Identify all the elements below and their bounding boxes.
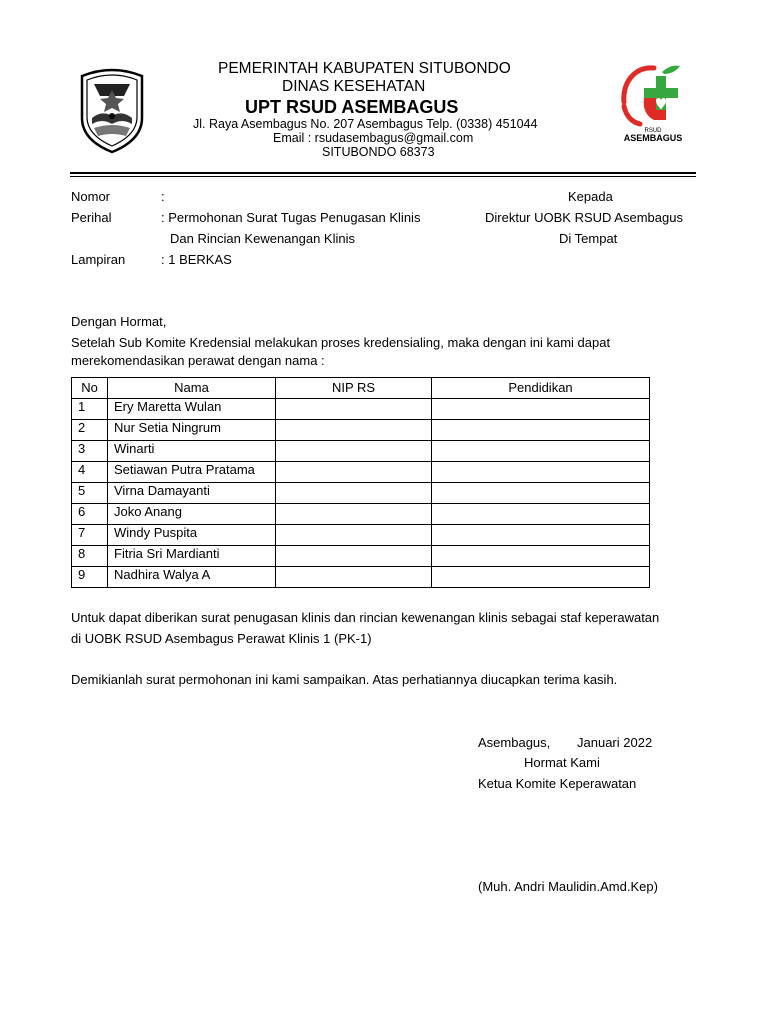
recipient-kepada: Kepada [568, 189, 613, 204]
cell-nama: Nadhira Walya A [108, 567, 276, 588]
cell-no: 1 [72, 399, 108, 420]
table-row [72, 483, 650, 504]
signature-date: Januari 2022 [577, 735, 653, 750]
cell-nip [276, 462, 432, 483]
lampiran-label: Lampiran [71, 252, 126, 267]
logo-rsud-text: RSUD [644, 128, 662, 134]
table-header-row [72, 378, 650, 399]
cell-pendidikan [432, 546, 650, 567]
hospital-logo-icon [614, 62, 692, 144]
cell-nama: Joko Anang [108, 504, 276, 525]
cell-nip [276, 546, 432, 567]
signature-place: Asembagus, [478, 735, 551, 750]
table-row [72, 525, 650, 546]
signature-name: (Muh. Andri Maulidin.Amd.Kep) [478, 879, 658, 894]
letterhead-email: Email : rsudasembagus@gmail.com [273, 131, 474, 145]
signature-title: Ketua Komite Keperawatan [478, 776, 637, 791]
letterhead-government: PEMERINTAH KABUPATEN SITUBONDO [218, 60, 511, 77]
col-header-no: No [72, 378, 108, 399]
cell-no: 7 [72, 525, 108, 546]
cell-pendidikan [432, 441, 650, 462]
nurse-table [71, 377, 650, 588]
recipient-director: Direktur UOBK RSUD Asembagus [485, 210, 683, 225]
perihal-value-line1: : Permohonan Surat Tugas Penugasan Klinis [161, 210, 421, 225]
cell-pendidikan [432, 504, 650, 525]
nomor-label: Nomor [71, 189, 111, 204]
table-row [72, 462, 650, 483]
lampiran-value: : 1 BERKAS [161, 252, 232, 267]
letterhead-hospital-name: UPT RSUD ASEMBAGUS [245, 97, 459, 117]
cell-pendidikan [432, 567, 650, 588]
cell-nip [276, 567, 432, 588]
intro-line2: merekomendasikan perawat dengan nama : [71, 353, 325, 368]
letterhead-city: SITUBONDO 68373 [322, 145, 435, 159]
perihal-label: Perihal [71, 210, 112, 225]
table-row [72, 504, 650, 525]
cell-pendidikan [432, 420, 650, 441]
cell-no: 4 [72, 462, 108, 483]
letterhead-address: Jl. Raya Asembagus No. 207 Asembagus Telp. (0338) 451044 [193, 117, 538, 131]
intro-line1: Setelah Sub Komite Kredensial melakukan proses kredensialing, maka dengan ini kami dapat [71, 335, 611, 350]
cell-nip [276, 504, 432, 525]
cell-no: 5 [72, 483, 108, 504]
purpose-line1: Untuk dapat diberikan surat penugasan klinis dan rincian kewenangan klinis sebagai staf keperawatan [71, 610, 660, 625]
cell-nip [276, 399, 432, 420]
cell-nama: Virna Damayanti [108, 483, 276, 504]
table-row [72, 441, 650, 462]
logo-asembagus-text: ASEMBAGUS [623, 133, 683, 143]
letterhead-department: DINAS KESEHATAN [282, 78, 426, 95]
cell-no: 3 [72, 441, 108, 462]
cell-nip [276, 441, 432, 462]
cell-pendidikan [432, 483, 650, 504]
cell-no: 8 [72, 546, 108, 567]
cell-no: 6 [72, 504, 108, 525]
cell-pendidikan [432, 399, 650, 420]
table-row [72, 567, 650, 588]
cell-pendidikan [432, 462, 650, 483]
recipient-place: Di Tempat [559, 231, 618, 246]
perihal-value-line2: Dan Rincian Kewenangan Klinis [170, 231, 356, 246]
cell-nip [276, 483, 432, 504]
table-row [72, 420, 650, 441]
cell-nama: Ery Maretta Wulan [108, 399, 276, 420]
col-header-pendidikan: Pendidikan [432, 378, 650, 399]
nomor-value: : [161, 189, 165, 204]
purpose-line2: di UOBK RSUD Asembagus Perawat Klinis 1 (PK-1) [71, 631, 372, 646]
cell-nip [276, 525, 432, 546]
signature-salutation: Hormat Kami [524, 755, 600, 770]
col-header-nip: NIP RS [276, 378, 432, 399]
letterhead-rule-thick [70, 172, 696, 174]
cell-no: 2 [72, 420, 108, 441]
col-header-nama: Nama [108, 378, 276, 399]
cell-nama: Windy Puspita [108, 525, 276, 546]
regency-emblem-icon [76, 66, 148, 154]
letterhead-rule-thin [70, 176, 696, 177]
closing-line: Demikianlah surat permohonan ini kami sampaikan. Atas perhatiannya diucapkan terima kasih. [71, 672, 618, 687]
cell-nama: Setiawan Putra Pratama [108, 462, 276, 483]
greeting: Dengan Hormat, [71, 314, 167, 329]
table-row [72, 399, 650, 420]
cell-nama: Fitria Sri Mardianti [108, 546, 276, 567]
cell-nama: Winarti [108, 441, 276, 462]
cell-nama: Nur Setia Ningrum [108, 420, 276, 441]
table-row [72, 546, 650, 567]
cell-nip [276, 420, 432, 441]
cell-no: 9 [72, 567, 108, 588]
cell-pendidikan [432, 525, 650, 546]
